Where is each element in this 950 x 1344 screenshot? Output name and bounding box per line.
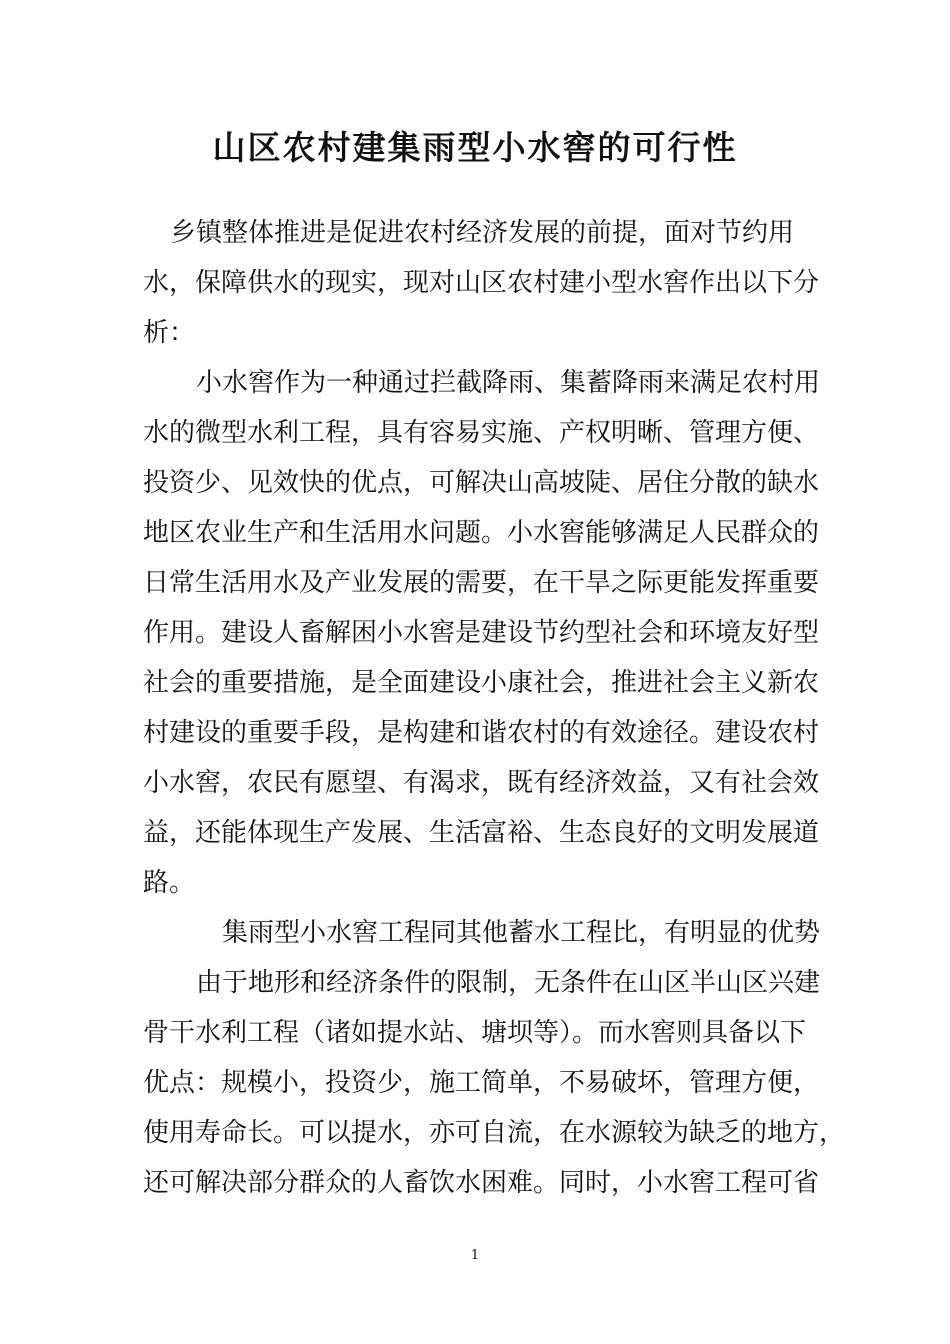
paragraph-2-line-6: 作用。建设人畜解困小水窖是建设节约型社会和环境友好型: [143, 618, 820, 648]
paragraph-4-line-5: 还可解决部分群众的人畜饮水困难。同时，小水窖工程可省: [143, 1168, 820, 1198]
paragraph-4-line-2: 骨干水利工程（诸如提水站、塘坝等）。而水窖则具备以下: [143, 1018, 807, 1048]
page-title: 山区农村建集雨型小水窖的可行性: [212, 128, 738, 168]
paragraph-2-line-2: 水的微型水利工程，具有容易实施、产权明晰、管理方便、: [143, 418, 820, 448]
paragraph-2-line-1: 小水窖作为一种通过拦截降雨、集蓄降雨来满足农村用: [196, 368, 821, 398]
paragraph-4-line-4: 使用寿命长。可以提水，亦可自流，在水源较为缺乏的地方，: [143, 1118, 846, 1148]
paragraph-2-line-11: 路。: [143, 868, 196, 898]
paragraph-2-line-9: 小水窖，农民有愿望、有渴求，既有经济效益，又有社会效: [143, 768, 820, 798]
page-number: 1: [470, 1248, 480, 1263]
paragraph-2-line-3: 投资少、见效快的优点，可解决山高坡陡、居住分散的缺水: [143, 468, 820, 498]
paragraph-2-line-4: 地区农业生产和生活用水问题。小水窖能够满足人民群众的: [143, 518, 820, 548]
paragraph-1-line-3: 析：: [143, 318, 196, 348]
paragraph-4-line-1: 由于地形和经济条件的限制，无条件在山区半山区兴建: [196, 968, 821, 998]
paragraph-2-line-5: 日常生活用水及产业发展的需要，在干旱之际更能发挥重要: [143, 568, 820, 598]
paragraph-2-line-8: 村建设的重要手段，是构建和谐农村的有效途径。建设农村: [143, 718, 820, 748]
paragraph-1-line-2: 水，保障供水的现实，现对山区农村建小型水窖作出以下分: [143, 268, 820, 298]
paragraph-3-line-1: 集雨型小水窖工程同其他蓄水工程比，有明显的优势: [222, 918, 821, 948]
paragraph-4-line-3: 优点：规模小，投资少，施工简单，不易破坏，管理方便，: [143, 1068, 820, 1098]
paragraph-2-line-10: 益，还能体现生产发展、生活富裕、生态良好的文明发展道: [143, 818, 820, 848]
paragraph-1-line-1: 乡镇整体推进是促进农村经济发展的前提，面对节约用: [170, 218, 795, 248]
paragraph-2-line-7: 社会的重要措施，是全面建设小康社会，推进社会主义新农: [143, 668, 820, 698]
